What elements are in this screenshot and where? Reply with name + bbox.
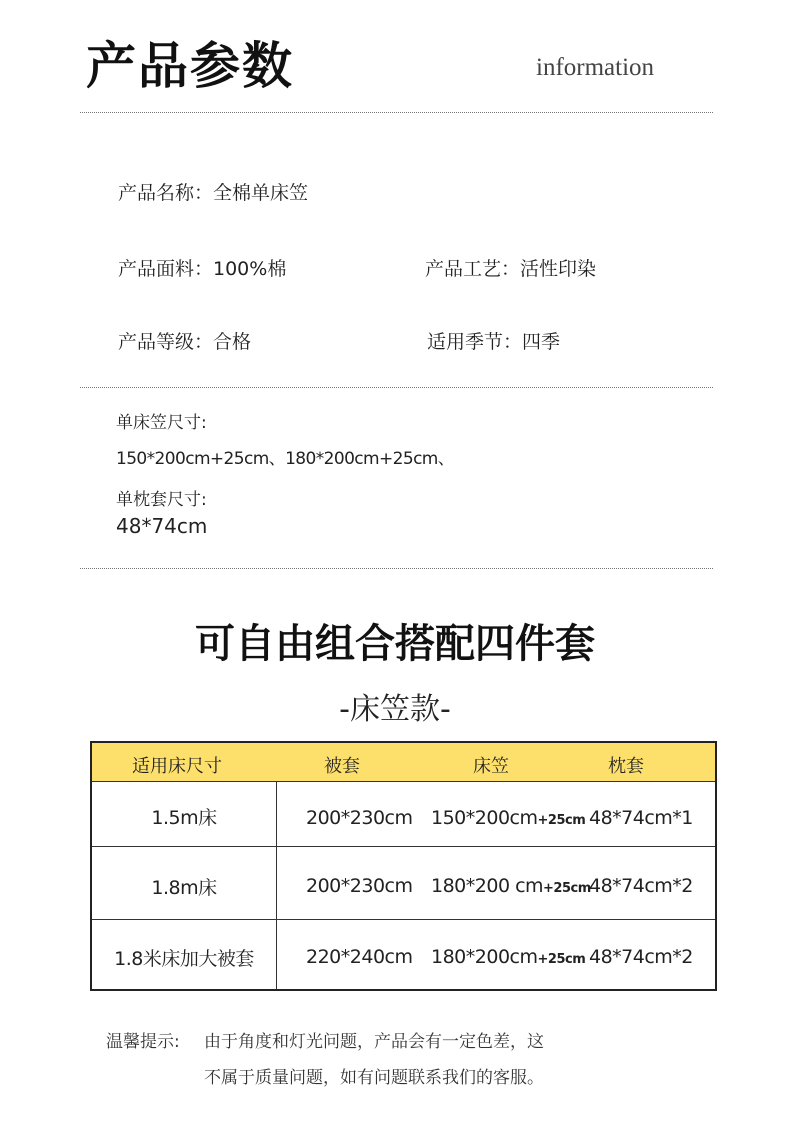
table-divider	[92, 919, 715, 920]
tip-line-2: 不属于质量问题，如有问题联系我们的客服。	[204, 1068, 544, 1088]
table-divider	[276, 781, 277, 989]
sheet-size-label: 单床笠尺寸:	[116, 413, 207, 433]
tip-label: 温馨提示:	[106, 1032, 180, 1052]
tip-line-1: 由于角度和灯光问题，产品会有一定色差，这	[204, 1032, 544, 1052]
table-divider	[92, 846, 715, 847]
combo-title: 可自由组合搭配四件套	[195, 621, 595, 667]
sheet-extra: +25cm	[537, 952, 586, 967]
table-cell-duvet: 220*240cm	[306, 946, 413, 968]
table-cell-sheet	[431, 807, 585, 829]
table-header-cell: 枕套	[608, 756, 644, 777]
table-cell-pillow: 48*74cm*1	[589, 807, 693, 829]
sheet-size-value: 150*200cm+25cm、180*200cm+25cm、	[116, 449, 455, 469]
table-cell-duvet: 200*230cm	[306, 875, 413, 897]
page-subtitle: information	[536, 54, 655, 81]
param-name: 产品名称：全棉单床笠	[118, 182, 309, 204]
table-cell-sheet	[431, 875, 591, 897]
page-title: 产品参数	[86, 37, 294, 95]
table-cell-bed: 1.5m床	[151, 807, 217, 829]
table-header-cell: 被套	[324, 756, 360, 777]
param-grade: 产品等级：合格	[118, 331, 252, 353]
combo-subtitle: -床笠款-	[339, 692, 451, 727]
sheet-extra: +25cm	[543, 881, 591, 896]
table-cell-pillow: 48*74cm*2	[589, 946, 693, 968]
divider	[80, 112, 713, 113]
sheet-size: 150*200cm	[431, 807, 538, 829]
table-cell-sheet	[431, 946, 585, 968]
sheet-size: 180*200cm	[431, 946, 538, 968]
pillow-size-label: 单枕套尺寸:	[116, 490, 207, 510]
size-table	[90, 741, 717, 991]
table-cell-bed: 1.8米床加大被套	[114, 948, 254, 970]
table-cell-pillow: 48*74cm*2	[589, 875, 693, 897]
pillow-size-value: 48*74cm	[116, 514, 208, 538]
table-cell-duvet: 200*230cm	[306, 807, 413, 829]
sheet-size: 180*200 cm	[431, 875, 544, 897]
sheet-extra: +25cm	[537, 813, 586, 828]
table-header-cell: 适用床尺寸	[132, 756, 222, 777]
param-fabric: 产品面料：100%棉	[118, 258, 287, 280]
param-season: 适用季节：四季	[427, 331, 561, 353]
param-craft: 产品工艺：活性印染	[425, 258, 597, 280]
table-header	[92, 743, 715, 782]
divider	[80, 568, 713, 569]
table-cell-bed: 1.8m床	[151, 877, 217, 899]
divider	[80, 387, 713, 388]
table-header-cell: 床笠	[473, 756, 509, 777]
